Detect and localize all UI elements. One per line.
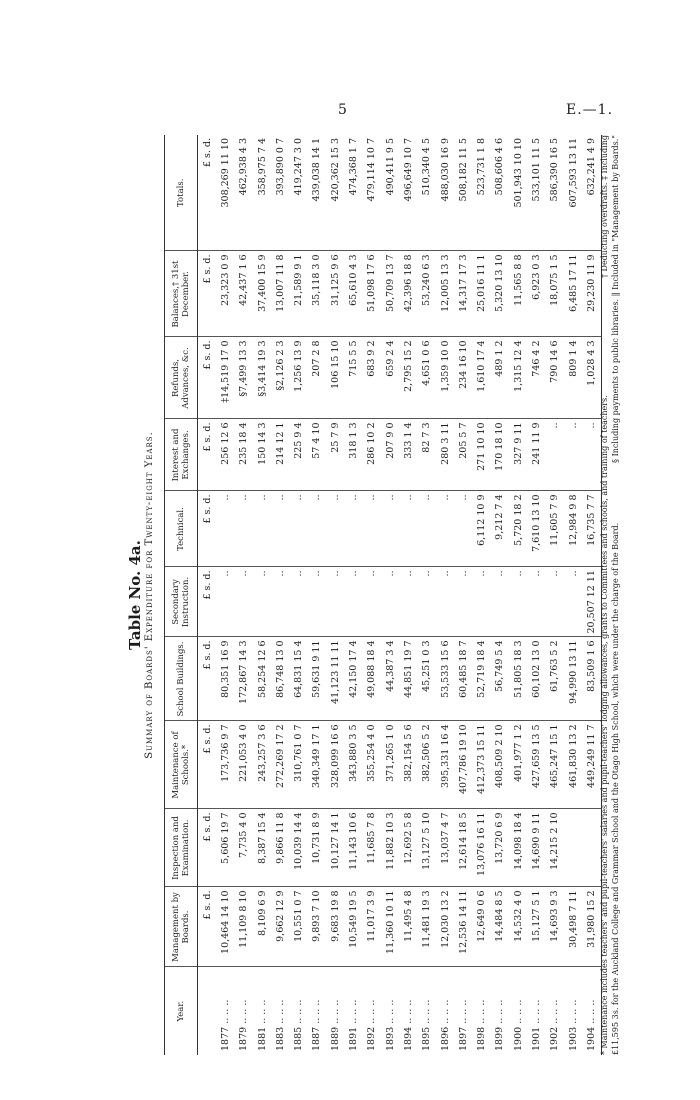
amount-cell: .. [454, 567, 472, 637]
page-number: 5 [338, 102, 347, 118]
amount-cell: 489 1 2 [491, 337, 509, 419]
amount-cell: 328,099 16 6 [326, 721, 344, 809]
table-row [271, 135, 289, 1055]
table-body [198, 135, 602, 1055]
amount-cell: 11,605 7 9 [546, 491, 564, 567]
amount-cell: 30,498 7 11 [564, 887, 582, 967]
amount-cell: 420,362 15 3 [326, 135, 344, 251]
amount-cell: 790 14 6 [546, 337, 564, 419]
amount-cell: 7,610 13 10 [527, 491, 545, 567]
year-cell: 1901 .. .. .. [530, 999, 542, 1051]
amount-cell: 395,331 16 4 [436, 721, 454, 809]
amount-cell: 221,053 4 0 [235, 721, 253, 809]
table-header-row [165, 135, 198, 1055]
amount-cell: 6,923 0 3 [527, 251, 545, 337]
table-row [344, 135, 362, 1055]
amount-cell: 4,651 0 6 [418, 337, 436, 419]
amount-cell: 14,693 9 3 [546, 887, 564, 967]
amount-cell: .. [509, 567, 527, 637]
amount-cell: 1,359 10 0 [436, 337, 454, 419]
amount-cell: 241 11 9 [527, 419, 545, 491]
amount-cell: 310,761 0 7 [289, 721, 307, 809]
amount-cell: £ s. d. [198, 337, 217, 419]
amount-cell: 13,720 6 9 [491, 809, 509, 887]
amount-cell: 523,731 1 8 [472, 135, 490, 251]
amount-cell: £ s. d. [198, 721, 217, 809]
amount-cell: .. [253, 567, 271, 637]
amount-cell: .. [564, 419, 582, 491]
column-header: Maintenance of Schools.* [165, 721, 198, 809]
amount-cell: 382,506 5 2 [418, 721, 436, 809]
year-cell: 1891 .. .. .. [348, 999, 360, 1051]
amount-cell: .. [289, 491, 307, 567]
amount-cell: 10,464 14 10 [216, 887, 234, 967]
amount-cell: 11,882 10 3 [381, 809, 399, 887]
amount-cell: 207 2 8 [308, 337, 326, 419]
amount-cell: .. [381, 567, 399, 637]
amount-cell: 14,690 9 11 [527, 809, 545, 887]
amount-cell: .. [491, 567, 509, 637]
amount-cell: 5,606 19 7 [216, 809, 234, 887]
amount-cell: 9,683 19 8 [326, 887, 344, 967]
amount-cell: 44,851 19 7 [399, 637, 417, 721]
amount-cell: .. [308, 491, 326, 567]
year-cell: 1881 .. .. .. [256, 999, 268, 1051]
amount-cell: .. [271, 567, 289, 637]
amount-cell: .. [582, 419, 601, 491]
column-header: Secondary Instruction. [165, 567, 198, 637]
amount-cell: 10,551 0 7 [289, 887, 307, 967]
amount-cell: 6,485 17 11 [564, 251, 582, 337]
amount-cell: 11,109 8 10 [235, 887, 253, 967]
amount-cell: 13,037 4 7 [436, 809, 454, 887]
amount-cell: .. [216, 567, 234, 637]
year-cell: 1889 .. .. .. [329, 999, 341, 1051]
amount-cell: 412,373 15 11 [472, 721, 490, 809]
year-cell: 1899 .. .. .. [494, 999, 506, 1051]
amount-cell: 61,763 5 2 [546, 637, 564, 721]
amount-cell: 333 1 4 [399, 419, 417, 491]
amount-cell: 683 9 2 [363, 337, 381, 419]
amount-cell: 59,631 9 11 [308, 637, 326, 721]
amount-cell: .. [381, 491, 399, 567]
amount-cell: .. [399, 491, 417, 567]
amount-cell: 44,387 3 4 [381, 637, 399, 721]
amount-cell: 60,102 13 0 [527, 637, 545, 721]
amount-cell: 243,257 3 6 [253, 721, 271, 809]
amount-cell: 56,749 5 4 [491, 637, 509, 721]
amount-cell: .. [546, 567, 564, 637]
amount-cell: 508,606 4 6 [491, 135, 509, 251]
table-row [381, 135, 399, 1055]
amount-cell: 479,114 10 7 [363, 135, 381, 251]
amount-cell: 1,028 4 3 [582, 337, 601, 419]
amount-cell: 5,720 18 2 [509, 491, 527, 567]
amount-cell: 809 1 4 [564, 337, 582, 419]
amount-cell: 607,593 13 11 [564, 135, 582, 251]
amount-cell: £ s. d. [198, 809, 217, 887]
amount-cell: 286 10 2 [363, 419, 381, 491]
year-cell: 1903 .. .. .. [567, 999, 579, 1051]
page-code: E.—1. [566, 102, 614, 118]
amount-cell: 50,709 13 7 [381, 251, 399, 337]
amount-cell: 14,532 4 0 [509, 887, 527, 967]
amount-cell: 358,975 7 4 [253, 135, 271, 251]
amount-cell: 715 5 5 [344, 337, 362, 419]
amount-cell: .. [527, 567, 545, 637]
amount-cell: 12,692 5 8 [399, 809, 417, 887]
table-row [454, 135, 472, 1055]
amount-cell: 23,323 0 9 [216, 251, 234, 337]
amount-cell: 12,984 9 8 [564, 491, 582, 567]
amount-cell: .. [363, 567, 381, 637]
amount-cell: 371,265 1 0 [381, 721, 399, 809]
amount-cell: 13,076 16 11 [472, 809, 490, 887]
amount-cell: 533,101 11 5 [527, 135, 545, 251]
table-row [363, 135, 381, 1055]
amount-cell: 234 16 10 [454, 337, 472, 419]
amount-cell: .. [418, 491, 436, 567]
year-cell: 1896 .. .. .. [439, 999, 451, 1051]
amount-cell: 225 9 4 [289, 419, 307, 491]
amount-cell: .. [308, 567, 326, 637]
amount-cell: 83,509 1 6 [582, 637, 601, 721]
amount-cell: 280 3 11 [436, 419, 454, 491]
amount-cell: 401,977 1 2 [509, 721, 527, 809]
amount-cell: .. [436, 491, 454, 567]
year-cell: 1885 .. .. .. [293, 999, 305, 1051]
amount-cell: 501,943 10 10 [509, 135, 527, 251]
amount-cell: .. [326, 491, 344, 567]
amount-cell: 205 5 7 [454, 419, 472, 491]
amount-cell: 474,368 1 7 [344, 135, 362, 251]
amount-cell: 82 7 3 [418, 419, 436, 491]
amount-cell: 235 18 4 [235, 419, 253, 491]
column-header: Inspection and Examination. [165, 809, 198, 887]
amount-cell: .. [546, 419, 564, 491]
amount-cell: 52,719 18 4 [472, 637, 490, 721]
amount-cell: .. [363, 491, 381, 567]
amount-cell: 272,269 17 2 [271, 721, 289, 809]
year-cell: 1887 .. .. .. [311, 999, 323, 1051]
amount-cell: 15,127 5 1 [527, 887, 545, 967]
amount-cell: £ s. d. [198, 419, 217, 491]
column-header: Totals. [165, 135, 198, 251]
amount-cell: .. [454, 491, 472, 567]
amount-cell: 419,247 3 0 [289, 135, 307, 251]
amount-cell: 11,685 7 8 [363, 809, 381, 887]
amount-cell: 327 9 11 [509, 419, 527, 491]
expenditure-table [164, 135, 602, 1055]
amount-cell: .. [344, 567, 362, 637]
amount-cell: 1,610 17 4 [472, 337, 490, 419]
amount-cell: £ s. d. [198, 491, 217, 567]
year-cell: 1904 .. .. .. [582, 967, 601, 1055]
amount-cell: 13,127 5 10 [418, 809, 436, 887]
amount-cell: 49,088 18 4 [363, 637, 381, 721]
amount-cell: 51,098 17 6 [363, 251, 381, 337]
amount-cell: 1,315 12 4 [509, 337, 527, 419]
amount-cell: 10,549 19 5 [344, 887, 362, 967]
amount-cell: .. [216, 491, 234, 567]
amount-cell: .. [235, 491, 253, 567]
amount-cell: 11,360 10 11 [381, 887, 399, 967]
table-row [472, 135, 490, 1055]
rotated-table-page [122, 135, 652, 1055]
amount-cell: £ s. d. [198, 887, 217, 967]
amount-cell: 42,437 1 6 [235, 251, 253, 337]
amount-cell: 51,805 18 3 [509, 637, 527, 721]
amount-cell: 170 18 10 [491, 419, 509, 491]
amount-cell: 12,005 13 3 [436, 251, 454, 337]
table-title: Table No. 4a. [126, 540, 144, 650]
amount-cell: 25,016 11 1 [472, 251, 490, 337]
amount-cell: 12,030 13 2 [436, 887, 454, 967]
amount-cell: 11,143 10 6 [344, 809, 362, 887]
amount-cell: 173,736 9 7 [216, 721, 234, 809]
table-row [527, 135, 545, 1055]
amount-cell: 9,866 11 8 [271, 809, 289, 887]
amount-cell: .. [344, 491, 362, 567]
year-cell: 1893 .. .. .. [384, 999, 396, 1051]
year-cell: 1895 .. .. .. [421, 999, 433, 1051]
amount-cell: 18,075 1 5 [546, 251, 564, 337]
column-header: Interest and Exchanges. [165, 419, 198, 491]
amount-cell: 14,098 18 4 [509, 809, 527, 887]
amount-cell: 308,269 11 10 [216, 135, 234, 251]
amount-cell: 1,256 13 9 [289, 337, 307, 419]
amount-cell: 271 10 10 [472, 419, 490, 491]
units-row [198, 135, 217, 1055]
amount-cell: 31,980 15 2 [582, 887, 601, 967]
amount-cell: 510,340 4 5 [418, 135, 436, 251]
amount-cell: 6,112 10 9 [472, 491, 490, 567]
amount-cell: 407,786 19 10 [454, 721, 472, 809]
year-cell [198, 967, 217, 1055]
amount-cell: .. [271, 491, 289, 567]
amount-cell: 20,507 12 11 [582, 567, 601, 637]
amount-cell: 172,867 14 3 [235, 637, 253, 721]
amount-cell: §2,126 2 3 [271, 337, 289, 419]
amount-cell: 5,320 13 10 [491, 251, 509, 337]
year-cell: 1892 .. .. .. [366, 999, 378, 1051]
amount-cell: 340,349 17 1 [308, 721, 326, 809]
amount-cell: 8,109 6 9 [253, 887, 271, 967]
amount-cell: 37,400 15 9 [253, 251, 271, 337]
year-cell: 1898 .. .. .. [476, 999, 488, 1051]
amount-cell: £ s. d. [198, 251, 217, 337]
amount-cell: 31,125 9 6 [326, 251, 344, 337]
amount-cell: 488,030 16 9 [436, 135, 454, 251]
amount-cell: 659 2 4 [381, 337, 399, 419]
amount-cell: 586,390 16 5 [546, 135, 564, 251]
year-cell: 1883 .. .. .. [274, 999, 286, 1051]
amount-cell: 9,212 7 4 [491, 491, 509, 567]
amount-cell: 80,351 16 9 [216, 637, 234, 721]
amount-cell: 106 15 10 [326, 337, 344, 419]
amount-cell: .. [326, 567, 344, 637]
amount-cell: §7,499 13 3 [235, 337, 253, 419]
amount-cell: 7,735 4 0 [235, 809, 253, 887]
amount-cell: 12,649 0 6 [472, 887, 490, 967]
amount-cell: £ s. d. [198, 135, 217, 251]
amount-cell: 408,509 2 10 [491, 721, 509, 809]
table-row [399, 135, 417, 1055]
year-cell: 1897 .. .. .. [457, 999, 469, 1051]
amount-cell: .. [472, 567, 490, 637]
amount-cell: 393,890 0 7 [271, 135, 289, 251]
table-row [235, 135, 253, 1055]
amount-cell: 496,649 10 7 [399, 135, 417, 251]
amount-cell: 13,007 11 8 [271, 251, 289, 337]
table-row [436, 135, 454, 1055]
footnote-2-left: £11,595 3s. for the Auckland College and Grammar School and the Otago High School, which were under the charge of the Board. [611, 522, 620, 1055]
amount-cell: 11,565 8 8 [509, 251, 527, 337]
column-header: Refunds, Advances, &c. [165, 337, 198, 419]
year-cell: 1902 .. .. .. [549, 999, 561, 1051]
table-row [546, 135, 564, 1055]
amount-cell: 207 9 0 [381, 419, 399, 491]
amount-cell: 439,038 14 1 [308, 135, 326, 251]
table-row [509, 135, 527, 1055]
amount-cell: 343,880 3 5 [344, 721, 362, 809]
amount-cell: 449,249 11 7 [582, 721, 601, 809]
amount-cell: 41,123 11 11 [326, 637, 344, 721]
amount-cell: 29,230 11 9 [582, 251, 601, 337]
amount-cell: 214 12 1 [271, 419, 289, 491]
amount-cell: 42,396 18 8 [399, 251, 417, 337]
amount-cell: 2,795 15 2 [399, 337, 417, 419]
amount-cell: .. [399, 567, 417, 637]
amount-cell: .. [289, 567, 307, 637]
amount-cell: 16,735 7 7 [582, 491, 601, 567]
amount-cell: 14,215 2 10 [546, 809, 564, 887]
amount-cell: 9,893 7 10 [308, 887, 326, 967]
footnote-line-2 [611, 135, 621, 1055]
amount-cell: £ s. d. [198, 637, 217, 721]
amount-cell: 427,659 13 5 [527, 721, 545, 809]
amount-cell: 632,241 4 9 [582, 135, 601, 251]
amount-cell: 25 7 9 [326, 419, 344, 491]
column-header: Management by Boards. [165, 887, 198, 967]
amount-cell: 57 4 10 [308, 419, 326, 491]
amount-cell: 9,662 12 9 [271, 887, 289, 967]
table-row [491, 135, 509, 1055]
amount-cell: 14,484 8 5 [491, 887, 509, 967]
amount-cell: 382,154 5 6 [399, 721, 417, 809]
table-row [582, 135, 601, 1055]
amount-cell [564, 809, 582, 887]
footnote-2-right: § Including payments to public libraries. ‖ Included in "Management by Boards." [611, 135, 620, 463]
amount-cell: 21,589 9 1 [289, 251, 307, 337]
amount-cell: 11,017 3 9 [363, 887, 381, 967]
column-header: Balances,† 31st December. [165, 251, 198, 337]
amount-cell: 86,748 13 0 [271, 637, 289, 721]
table-row [564, 135, 582, 1055]
amount-cell: ‡14,519 17 0 [216, 337, 234, 419]
footnote-1-right: † Deducting overdrafts. ‡ Including [600, 135, 609, 279]
year-cell: 1894 .. .. .. [402, 999, 414, 1051]
amount-cell: .. [564, 567, 582, 637]
amount-cell: 10,127 14 1 [326, 809, 344, 887]
amount-cell: 60,485 18 7 [454, 637, 472, 721]
table-subtitle: Summary of Boards' Expenditure for Twenty-eight Years. [144, 431, 155, 759]
year-cell: 1877 .. .. .. [219, 999, 231, 1051]
amount-cell: 11,481 19 3 [418, 887, 436, 967]
amount-cell: 14,317 17 3 [454, 251, 472, 337]
amount-cell: 10,731 8 9 [308, 809, 326, 887]
amount-cell: 12,536 14 11 [454, 887, 472, 967]
year-cell: 1879 .. .. .. [238, 999, 250, 1051]
amount-cell: 465,247 15 1 [546, 721, 564, 809]
column-header: Year. [165, 967, 198, 1055]
amount-cell: 45,251 0 3 [418, 637, 436, 721]
footnote-1-left: * Maintenance includes teachers' and pupil-teachers' salaries and pupil-teachers' lodging allowances, grants to Committees and schools, and training of teachers. [600, 395, 609, 1055]
amount-cell: 65,610 4 3 [344, 251, 362, 337]
table-row [308, 135, 326, 1055]
amount-cell: 53,533 15 6 [436, 637, 454, 721]
amount-cell: 35,118 3 0 [308, 251, 326, 337]
amount-cell: 490,411 9 5 [381, 135, 399, 251]
amount-cell: .. [235, 567, 253, 637]
amount-cell: £ s. d. [198, 567, 217, 637]
amount-cell: 746 4 2 [527, 337, 545, 419]
amount-cell: .. [418, 567, 436, 637]
amount-cell: 58,254 12 6 [253, 637, 271, 721]
column-header: Technical. [165, 491, 198, 567]
amount-cell: 508,182 11 5 [454, 135, 472, 251]
amount-cell: 150 14 3 [253, 419, 271, 491]
footnote-line-1 [600, 135, 610, 1055]
amount-cell: 355,254 4 0 [363, 721, 381, 809]
amount-cell: 94,990 13 11 [564, 637, 582, 721]
amount-cell: 53,240 6 3 [418, 251, 436, 337]
amount-cell: 10,039 14 4 [289, 809, 307, 887]
amount-cell: .. [253, 491, 271, 567]
amount-cell: §3,414 19 3 [253, 337, 271, 419]
table-row [326, 135, 344, 1055]
amount-cell: .. [436, 567, 454, 637]
year-cell: 1900 .. .. .. [512, 999, 524, 1051]
table-row [253, 135, 271, 1055]
amount-cell: 8,387 15 4 [253, 809, 271, 887]
amount-cell: 64,831 15 4 [289, 637, 307, 721]
table-row [418, 135, 436, 1055]
amount-cell: 318 1 3 [344, 419, 362, 491]
amount-cell: 462,938 4 3 [235, 135, 253, 251]
column-header: School Buildings. [165, 637, 198, 721]
table-row [289, 135, 307, 1055]
amount-cell: 461,830 13 2 [564, 721, 582, 809]
amount-cell: 12,614 18 5 [454, 809, 472, 887]
amount-cell: 11,495 4 8 [399, 887, 417, 967]
amount-cell [582, 809, 601, 887]
amount-cell: 256 12 6 [216, 419, 234, 491]
table-row [216, 135, 234, 1055]
amount-cell: 42,150 17 4 [344, 637, 362, 721]
